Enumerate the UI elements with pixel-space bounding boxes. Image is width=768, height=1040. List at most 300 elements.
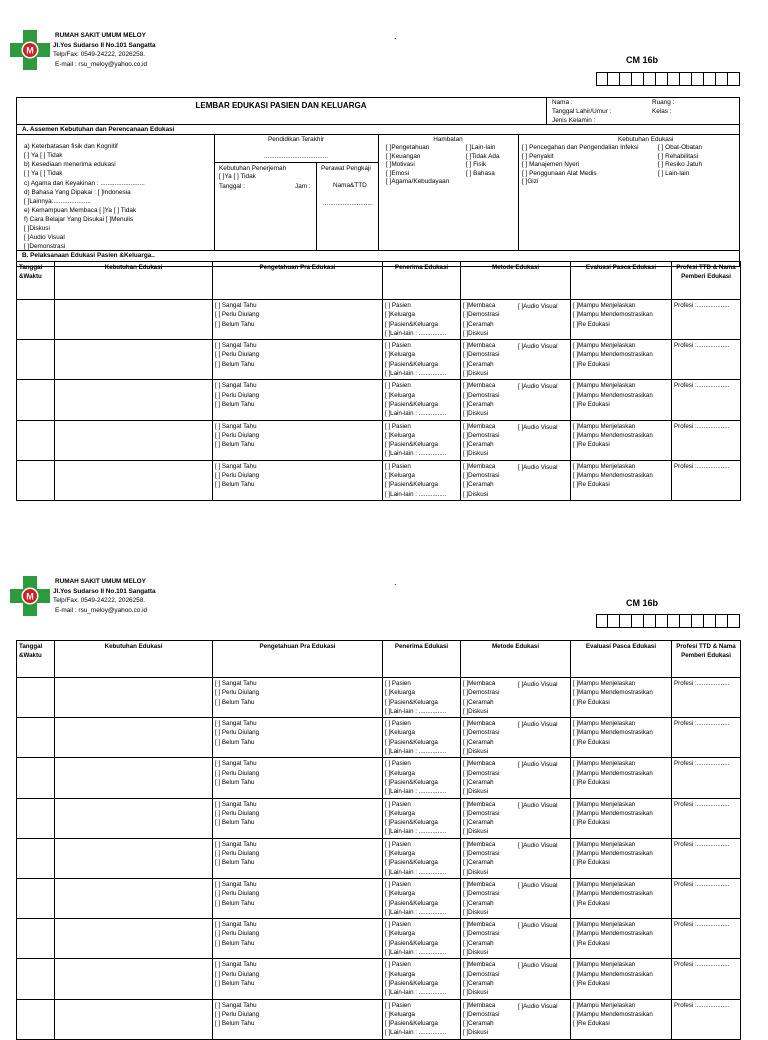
assessment-item[interactable]: [ ]Diskusi [24,225,50,232]
tanggal-field[interactable]: Tanggal : [219,183,245,190]
date-cell[interactable] [17,878,55,918]
pengetahuan-option[interactable]: [ ] Belum Tahu [215,481,255,489]
date-cell[interactable] [17,718,55,758]
metode-wrap [463,920,568,957]
penerima-option[interactable]: [ ]Keluarga [385,689,415,697]
penerima-option[interactable]: [ ] Pasien [385,760,411,768]
penerima-option[interactable]: [ ]Pasien&Keluarga [385,859,438,867]
penerima-option[interactable]: [ ] Pasien [385,961,411,969]
penerima-option[interactable]: [ ]Keluarga [385,890,415,898]
metode-option[interactable]: [ ]Diskusi [463,707,489,715]
pengetahuan-option[interactable]: [ ] Perlu Diulang [215,970,260,978]
pengetahuan-option[interactable]: [ ] Perlu Diulang [215,472,260,480]
pengetahuan-option[interactable]: [ ] Sangat Tahu [215,382,257,390]
metode-option[interactable]: [ ]Audio Visual [518,881,558,889]
pengetahuan-option[interactable]: [ ] Perlu Diulang [215,890,260,898]
penerima-option[interactable]: [ ]Lain-lain : ................ [385,949,447,957]
jam-field[interactable]: Jam : [295,183,311,190]
metode-option[interactable]: [ ]Diskusi [463,410,489,418]
evaluasi-option[interactable]: [ ]Re Edukasi [573,698,610,706]
evaluasi-option[interactable]: [ ]Mampu Mendemostrasikan [573,351,653,359]
pengetahuan-option[interactable]: [ ] Sangat Tahu [215,880,257,888]
penerima-option[interactable]: [ ] Pasien [385,880,411,888]
hambatan-option[interactable]: [ ]Agama/Kebudayaan [386,178,450,185]
hambatan-option[interactable]: [ ] Fisik [466,161,487,168]
metode-option[interactable]: [ ]Audio Visual [518,423,558,431]
evaluasi-option[interactable]: [ ]Mampu Menjelaskan [573,342,636,350]
evaluasi-option[interactable]: [ ]Mampu Menjelaskan [573,880,636,888]
penerima-option[interactable]: [ ]Lain-lain : ................ [385,329,447,337]
penerima-option[interactable]: [ ]Lain-lain : ................ [385,748,447,756]
patient-dob-field[interactable]: Tanggal Lahir/Umur : [552,108,612,115]
penerima-cell [383,798,461,838]
hambatan-option[interactable]: [ ]Pengetahuan [386,144,430,151]
pengetahuan-option[interactable]: [ ] Perlu Diulang [215,311,260,319]
pengetahuan-option[interactable]: [ ] Belum Tahu [215,441,255,449]
pengetahuan-option[interactable]: [ ] Perlu Diulang [215,930,260,938]
evaluasi-option[interactable]: [ ]Mampu Mendemostrasikan [573,930,653,938]
penerima-option[interactable]: [ ]Keluarga [385,809,415,817]
evaluasi-option[interactable]: [ ]Re Edukasi [573,360,610,368]
penerima-option[interactable]: [ ]Pasien&Keluarga [385,1020,438,1028]
metode-option[interactable]: [ ]Audio Visual [518,1002,558,1010]
kebutuhan-cell[interactable] [55,300,213,340]
assessment-item: b) Kesediaan menerima edukasi [24,161,116,168]
kebutuhan-option[interactable]: [ ]Gizi [522,178,539,185]
penerima-option[interactable]: [ ]Lain-lain : ................ [385,370,447,378]
kebutuhan-cell[interactable] [55,919,213,959]
metode-option[interactable]: [ ]Diskusi [463,828,489,836]
kebutuhan-cell[interactable] [55,878,213,918]
pengetahuan-option[interactable]: [ ] Belum Tahu [215,1020,255,1028]
metode-option[interactable]: [ ]Membaca [463,462,496,470]
metode-option[interactable]: [ ]Demostrasi [463,391,500,399]
date-cell[interactable] [17,999,55,1039]
kebutuhan-option[interactable]: [ ] Manajemen Nyeri [522,161,580,168]
date-cell[interactable] [17,300,55,340]
date-cell[interactable] [17,420,55,460]
penerima-option[interactable]: [ ]Pasien&Keluarga [385,441,438,449]
pengetahuan-option[interactable]: [ ] Sangat Tahu [215,342,257,350]
penerima-option[interactable]: [ ]Pasien&Keluarga [385,979,438,987]
pengetahuan-option[interactable]: [ ] Belum Tahu [215,360,255,368]
kebutuhan-cell[interactable] [55,420,213,460]
metode-option[interactable]: [ ]Membaca [463,302,496,309]
metode-option[interactable]: [ ]Demostrasi [463,809,500,817]
profesi-field[interactable]: Profesi :................... [674,1001,730,1009]
metode-option[interactable]: [ ]Audio Visual [518,761,558,769]
penerima-option[interactable]: [ ]Keluarga [385,472,415,480]
penerima-option[interactable]: [ ]Keluarga [385,1010,415,1018]
hambatan-option[interactable]: [ ]Emosi [386,169,410,177]
col-kebutuhan-header: Kebutuhan Edukasi [55,262,213,300]
date-cell[interactable] [17,798,55,838]
penerima-option[interactable]: [ ]Pasien&Keluarga [385,400,438,408]
date-cell[interactable] [17,380,55,420]
evaluasi-option[interactable]: [ ]Re Edukasi [573,1020,610,1028]
profesi-field[interactable]: Profesi :................... [674,422,730,430]
penerima-option[interactable]: [ ]Pasien&Keluarga [385,481,438,489]
pengetahuan-option[interactable]: [ ] Belum Tahu [215,400,255,408]
assessment-item[interactable]: d) Bahasa Yang Dipakai : [ ]Indonesia [24,189,131,196]
evaluasi-option[interactable]: [ ]Mampu Menjelaskan [573,1001,636,1009]
pengetahuan-option[interactable]: [ ] Perlu Diulang [215,1010,260,1018]
metode-option[interactable]: [ ]Audio Visual [518,801,558,809]
date-cell[interactable] [17,758,55,798]
patient-sex-field[interactable]: Jenis Kelamin : [552,117,596,124]
penerima-option[interactable]: [ ]Pasien&Keluarga [385,939,438,947]
metode-option[interactable]: [ ]Diskusi [463,490,489,498]
evaluasi-option[interactable]: [ ]Mampu Mendemostrasikan [573,391,653,399]
pengetahuan-option[interactable]: [ ] Sangat Tahu [215,302,257,309]
evaluasi-option[interactable]: [ ]Mampu Menjelaskan [573,921,636,929]
evaluasi-option[interactable]: [ ]Mampu Menjelaskan [573,680,636,687]
pengetahuan-option[interactable]: [ ] Sangat Tahu [215,840,257,848]
metode-option[interactable]: [ ]Demostrasi [463,970,500,978]
evaluasi-option[interactable]: [ ]Mampu Mendemostrasikan [573,970,653,978]
pengetahuan-option[interactable]: [ ] Belum Tahu [215,979,255,987]
pengetahuan-option[interactable]: [ ] Belum Tahu [215,698,255,706]
penerima-option[interactable]: [ ]Lain-lain : ................ [385,868,447,876]
penerima-option[interactable]: [ ]Lain-lain : ................ [385,908,447,916]
assessment-item[interactable]: f) Cara Belajar Yang Disukai [ ]Menulis [24,216,134,223]
penerima-option[interactable]: [ ]Keluarga [385,391,415,399]
metode-option[interactable]: [ ]Audio Visual [518,841,558,849]
metode-option[interactable]: [ ]Membaca [463,880,496,888]
assessment-item[interactable]: [ ]Audio Visual [24,234,65,241]
evaluasi-option[interactable]: [ ]Mampu Mendemostrasikan [573,769,653,777]
profesi-cell [672,380,741,420]
metode-option[interactable]: [ ]Audio Visual [518,343,558,351]
metode-option[interactable]: [ ]Ceramah [463,859,494,867]
penerima-option[interactable]: [ ]Pasien&Keluarga [385,360,438,368]
patient-name-field[interactable]: Nama : [552,99,573,106]
kebutuhan-cell[interactable] [55,380,213,420]
pengetahuan-option[interactable]: [ ] Sangat Tahu [215,1001,257,1009]
penerima-option[interactable]: [ ]Pasien&Keluarga [385,899,438,907]
evaluasi-option[interactable]: [ ]Mampu Menjelaskan [573,840,636,848]
profesi-field[interactable]: Profesi :................... [674,462,730,470]
evaluasi-option[interactable]: [ ]Re Edukasi [573,819,610,827]
pengetahuan-option[interactable]: [ ] Sangat Tahu [215,422,257,430]
evaluasi-option[interactable]: [ ]Mampu Menjelaskan [573,961,636,969]
penerima-option[interactable]: [ ]Keluarga [385,311,415,319]
evaluasi-option[interactable]: [ ]Re Edukasi [573,939,610,947]
penerima-option[interactable]: [ ]Pasien&Keluarga [385,819,438,827]
metode-option[interactable]: [ ]Membaca [463,840,496,848]
evaluasi-option[interactable]: [ ]Re Edukasi [573,859,610,867]
metode-option[interactable]: [ ]Demostrasi [463,850,500,858]
evaluasi-option[interactable]: [ ]Mampu Menjelaskan [573,800,636,808]
metode-option[interactable]: [ ]Demostrasi [463,1010,500,1018]
penerima-option[interactable]: [ ]Keluarga [385,930,415,938]
penerima-option[interactable]: [ ]Lain-lain : ................ [385,450,447,458]
metode-option[interactable]: [ ]Ceramah [463,441,494,449]
metode-option[interactable]: [ ]Diskusi [463,908,489,916]
pengetahuan-option[interactable]: [ ] Sangat Tahu [215,680,257,687]
pengetahuan-option[interactable]: [ ] Perlu Diulang [215,689,260,697]
penerima-option[interactable]: [ ] Pasien [385,382,411,390]
kebutuhan-cell[interactable] [55,959,213,999]
metode-option[interactable]: [ ]Membaca [463,921,496,929]
pengetahuan-option[interactable]: [ ] Belum Tahu [215,320,255,328]
metode-option[interactable]: [ ]Audio Visual [518,721,558,729]
kebutuhan-cell[interactable] [55,460,213,500]
profesi-field[interactable]: Profesi :................... [674,800,730,808]
metode-option[interactable]: [ ]Demostrasi [463,729,500,737]
metode-option[interactable]: [ ]Demostrasi [463,431,500,439]
metode-option[interactable]: [ ]Ceramah [463,819,494,827]
evaluasi-option[interactable]: [ ]Mampu Mendemostrasikan [573,729,653,737]
pengetahuan-option[interactable]: [ ] Perlu Diulang [215,809,260,817]
pengetahuan-option[interactable]: [ ] Perlu Diulang [215,351,260,359]
metode-option[interactable]: [ ]Audio Visual [518,922,558,930]
pengetahuan-option[interactable]: [ ] Sangat Tahu [215,961,257,969]
evaluasi-option[interactable]: [ ]Re Edukasi [573,481,610,489]
penerima-option[interactable]: [ ]Keluarga [385,769,415,777]
evaluasi-option[interactable]: [ ]Mampu Menjelaskan [573,760,636,768]
pengetahuan-option[interactable]: [ ] Sangat Tahu [215,800,257,808]
penerima-option[interactable]: [ ] Pasien [385,462,411,470]
metode-option[interactable]: [ ]Diskusi [463,949,489,957]
kebutuhan-option[interactable]: [ ] Penyakit [522,152,554,160]
assessment-item[interactable]: [ ] Ya [ ] Tidak [24,152,63,159]
penerima-option[interactable]: [ ]Keluarga [385,431,415,439]
metode-option[interactable]: [ ]Ceramah [463,400,494,408]
metode-option[interactable]: [ ]Diskusi [463,788,489,796]
metode-option[interactable]: [ ]Ceramah [463,698,494,706]
hambatan-option[interactable]: [ ]Tidak Ada [466,152,500,160]
pengetahuan-option[interactable]: [ ] Belum Tahu [215,859,255,867]
evaluasi-option[interactable]: [ ]Mampu Menjelaskan [573,422,636,430]
penerima-option[interactable]: [ ]Lain-lain : ................ [385,1029,447,1037]
metode-option[interactable]: [ ]Diskusi [463,868,489,876]
kebutuhan-cell[interactable] [55,718,213,758]
metode-cell [461,758,571,798]
metode-option[interactable]: [ ]Audio Visual [518,463,558,471]
evaluasi-option[interactable]: [ ]Mampu Mendemostrasikan [573,689,653,697]
profesi-field[interactable]: Profesi :................... [674,760,730,768]
metode-option[interactable]: [ ]Audio Visual [518,303,558,310]
profesi-field[interactable]: Profesi :................... [674,680,730,687]
assessment-item[interactable]: e) Kemampuan Membaca [ ]Ya [ ] Tidak [24,207,137,214]
metode-option[interactable]: [ ]Demostrasi [463,890,500,898]
kebutuhan-option[interactable]: [ ] Obat-Obatan [658,144,703,151]
kebutuhan-cell[interactable] [55,678,213,718]
profesi-field[interactable]: Profesi :................... [674,880,730,888]
metode-option[interactable]: [ ]Ceramah [463,320,494,328]
metode-option[interactable]: [ ]Demostrasi [463,930,500,938]
assessment-item[interactable]: [ ]Demonstrasi [24,243,66,250]
pengetahuan-option[interactable]: [ ] Belum Tahu [215,819,255,827]
pengetahuan-option[interactable]: [ ] Belum Tahu [215,738,255,746]
penerima-option[interactable]: [ ]Lain-lain : ................ [385,989,447,997]
assessment-item[interactable]: [ ] Ya [ ] Tidak [24,170,63,177]
penerima-option[interactable]: [ ]Keluarga [385,351,415,359]
metode-option[interactable]: [ ]Membaca [463,760,496,768]
hospital-logo-icon [10,576,50,616]
penerima-option[interactable]: [ ] Pasien [385,422,411,430]
metode-cell [461,878,571,918]
penerima-option[interactable]: [ ] Pasien [385,720,411,728]
profesi-field[interactable]: Profesi :................... [674,342,730,350]
kebutuhan-cell[interactable] [55,758,213,798]
penerima-option[interactable]: [ ]Keluarga [385,850,415,858]
date-cell[interactable] [17,959,55,999]
patient-room-field[interactable]: Ruang : [652,99,675,106]
penerima-option[interactable]: [ ]Lain-lain : ................ [385,707,447,715]
metode-option[interactable]: [ ]Diskusi [463,748,489,756]
kebutuhan-option[interactable]: [ ] Pencegahan dan Pengendalian Infeksi [522,144,639,151]
assessment-item[interactable]: [ ]Lainnya:..................... [24,198,91,205]
profesi-field[interactable]: Profesi :................... [674,302,730,309]
metode-option[interactable]: [ ]Diskusi [463,370,489,378]
evaluasi-option[interactable]: [ ]Re Edukasi [573,979,610,987]
pengetahuan-option[interactable]: [ ] Sangat Tahu [215,921,257,929]
hambatan-option[interactable]: [ ] Bahasa [466,169,495,177]
pengetahuan-option[interactable]: [ ] Belum Tahu [215,939,255,947]
penerima-option[interactable]: [ ] Pasien [385,342,411,350]
evaluasi-option[interactable]: [ ]Mampu Menjelaskan [573,462,636,470]
evaluasi-option[interactable]: [ ]Mampu Menjelaskan [573,382,636,390]
penerima-option[interactable]: [ ]Lain-lain : ................ [385,788,447,796]
penerjemah-options[interactable]: [ ]Ya [ ] Tidak [219,173,256,180]
date-cell[interactable] [17,340,55,380]
evaluasi-option[interactable]: [ ]Mampu Mendemostrasikan [573,472,653,480]
penerima-option[interactable]: [ ]Pasien&Keluarga [385,738,438,746]
metode-option[interactable]: [ ]Membaca [463,961,496,969]
metode-option[interactable]: [ ]Membaca [463,720,496,728]
kebutuhan-cell[interactable] [55,340,213,380]
profesi-field[interactable]: Profesi :................... [674,840,730,848]
evaluasi-option[interactable]: [ ]Mampu Menjelaskan [573,720,636,728]
metode-option[interactable]: [ ]Ceramah [463,360,494,368]
profesi-field[interactable]: Profesi :................... [674,921,730,929]
evaluasi-option[interactable]: [ ]Mampu Mendemostrasikan [573,809,653,817]
penerima-option[interactable]: [ ] Pasien [385,1001,411,1009]
date-cell[interactable] [17,460,55,500]
profesi-field[interactable]: Profesi :................... [674,382,730,390]
metode-option[interactable]: [ ]Audio Visual [518,383,558,391]
metode-option[interactable]: [ ]Ceramah [463,778,494,786]
kebutuhan-cell[interactable] [55,838,213,878]
metode-option[interactable]: [ ]Membaca [463,382,496,390]
evaluasi-option[interactable]: [ ]Re Edukasi [573,778,610,786]
evaluasi-option[interactable]: [ ]Re Edukasi [573,738,610,746]
evaluasi-option[interactable]: [ ]Mampu Menjelaskan [573,302,636,309]
metode-option[interactable]: [ ]Audio Visual [518,681,558,688]
metode-option[interactable]: [ ]Diskusi [463,450,489,458]
pengetahuan-option[interactable]: [ ] Belum Tahu [215,778,255,786]
evaluasi-option[interactable]: [ ]Re Edukasi [573,441,610,449]
metode-option[interactable]: [ ]Ceramah [463,481,494,489]
date-cell[interactable] [17,919,55,959]
hambatan-option[interactable]: [ ]Lain-lain [466,144,496,151]
penerima-option[interactable]: [ ]Keluarga [385,729,415,737]
pengetahuan-option[interactable]: [ ] Perlu Diulang [215,729,260,737]
metode-option[interactable]: [ ]Ceramah [463,738,494,746]
kebutuhan-option[interactable]: [ ] Rehabilitasi [658,152,699,160]
kebutuhan-cell[interactable] [55,999,213,1039]
assessment-item[interactable]: c) Agama dan Keyakinan : ......................... [24,180,145,187]
metode-option[interactable]: [ ]Demostrasi [463,769,500,777]
kebutuhan-option[interactable]: [ ] Resiko Jatuh [658,161,703,168]
penerima-option[interactable]: [ ] Pasien [385,840,411,848]
metode-option[interactable]: [ ]Ceramah [463,979,494,987]
kebutuhan-option[interactable]: [ ] Lain-lain [658,169,690,177]
penerima-option[interactable]: [ ] Pasien [385,302,411,309]
kebutuhan-option[interactable]: [ ] Penggunaan Alat Medis [522,169,597,177]
metode-option[interactable]: [ ]Ceramah [463,939,494,947]
penerima-option[interactable]: [ ]Pasien&Keluarga [385,698,438,706]
evaluasi-option[interactable]: [ ]Re Edukasi [573,320,610,328]
penerima-option[interactable]: [ ]Keluarga [385,970,415,978]
penerima-option[interactable]: [ ] Pasien [385,800,411,808]
metode-option[interactable]: [ ]Ceramah [463,899,494,907]
pengetahuan-option[interactable]: [ ] Perlu Diulang [215,391,260,399]
evaluasi-option[interactable]: [ ]Mampu Mendemostrasikan [573,311,653,319]
penerima-option[interactable]: [ ]Pasien&Keluarga [385,778,438,786]
metode-option[interactable]: [ ]Membaca [463,680,496,687]
metode-option[interactable]: [ ]Diskusi [463,1029,489,1037]
kebutuhan-cell[interactable] [55,798,213,838]
pengetahuan-option[interactable]: [ ] Sangat Tahu [215,462,257,470]
metode-option[interactable]: [ ]Audio Visual [518,962,558,970]
metode-option[interactable]: [ ]Demostrasi [463,689,500,697]
metode-option[interactable]: [ ]Demostrasi [463,351,500,359]
pengetahuan-option[interactable]: [ ] Perlu Diulang [215,769,260,777]
profesi-field[interactable]: Profesi :................... [674,720,730,728]
evaluasi-option[interactable]: [ ]Mampu Mendemostrasikan [573,1010,653,1018]
metode-option[interactable]: [ ]Ceramah [463,1020,494,1028]
hambatan-option[interactable]: [ ]Keuangan [386,152,421,160]
metode-option[interactable]: [ ]Membaca [463,342,496,350]
evaluasi-option[interactable]: [ ]Re Edukasi [573,899,610,907]
metode-wrap [463,840,568,877]
metode-option[interactable]: [ ]Membaca [463,422,496,430]
penerima-option[interactable]: [ ]Lain-lain : ................ [385,828,447,836]
pengetahuan-option[interactable]: [ ] Sangat Tahu [215,720,257,728]
date-cell[interactable] [17,678,55,718]
hambatan-option[interactable]: [ ]Motivasi [386,161,415,168]
pendidikan-field[interactable]: .................................... [264,153,328,160]
penerima-option[interactable]: [ ]Lain-lain : ................ [385,410,447,418]
evaluasi-option[interactable]: [ ]Mampu Mendemostrasikan [573,850,653,858]
date-cell[interactable] [17,838,55,878]
penerima-option[interactable]: [ ] Pasien [385,921,411,929]
metode-option[interactable]: [ ]Demostrasi [463,311,500,319]
metode-option[interactable]: [ ]Diskusi [463,329,489,337]
metode-option[interactable]: [ ]Demostrasi [463,472,500,480]
metode-option[interactable]: [ ]Membaca [463,800,496,808]
pengetahuan-option[interactable]: [ ] Perlu Diulang [215,850,260,858]
pengetahuan-option[interactable]: [ ] Belum Tahu [215,899,255,907]
metode-option[interactable]: [ ]Membaca [463,1001,496,1009]
pengetahuan-cell [213,420,383,460]
patient-class-field[interactable]: Kelas : [652,108,672,115]
evaluasi-option[interactable]: [ ]Re Edukasi [573,400,610,408]
pengetahuan-option[interactable]: [ ] Perlu Diulang [215,431,260,439]
evaluasi-option[interactable]: [ ]Mampu Mendemostrasikan [573,431,653,439]
evaluasi-option[interactable]: [ ]Mampu Mendemostrasikan [573,890,653,898]
penerima-option[interactable]: [ ]Pasien&Keluarga [385,320,438,328]
penerima-option[interactable]: [ ] Pasien [385,680,411,687]
penerima-option[interactable]: [ ]Lain-lain : ................ [385,490,447,498]
metode-option[interactable]: [ ]Diskusi [463,989,489,997]
pengetahuan-option[interactable]: [ ] Sangat Tahu [215,760,257,768]
signature-field[interactable]: ............................ [323,200,373,207]
profesi-field[interactable]: Profesi :................... [674,961,730,969]
